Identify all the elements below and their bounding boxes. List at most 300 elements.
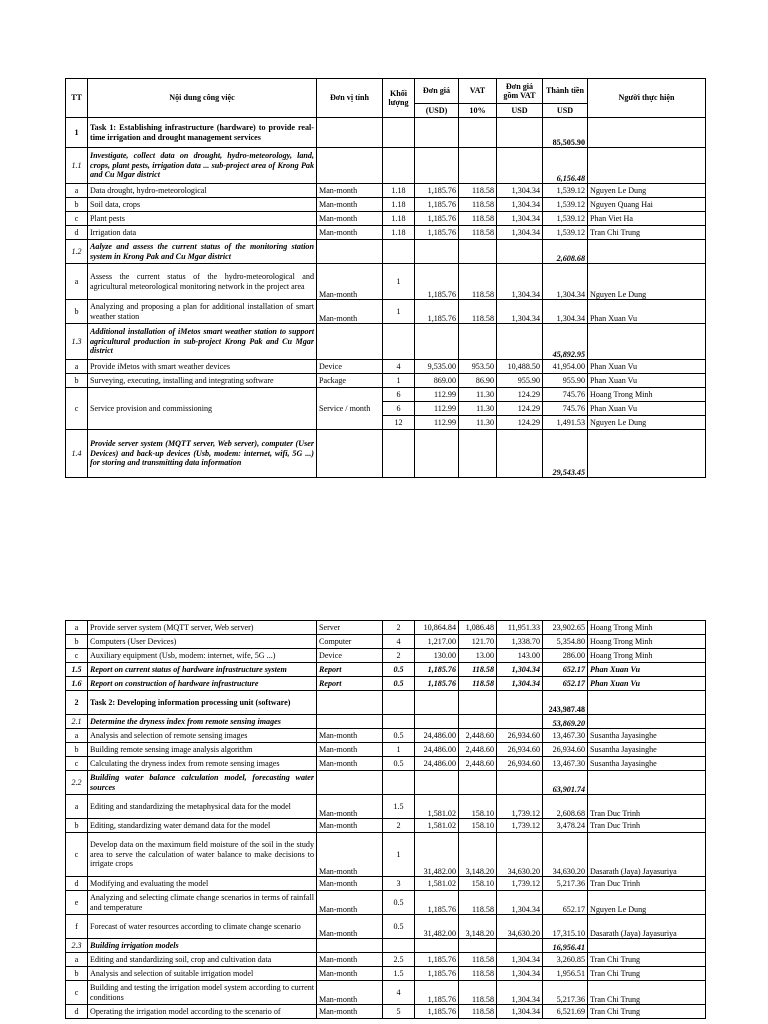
row-total: 243,987.48 — [543, 691, 588, 715]
row-price-vat: 1,304.34 — [497, 198, 543, 212]
row-vat: 118.58 — [459, 663, 497, 677]
row-price-vat: 10,488.50 — [497, 360, 543, 374]
empty-cell — [415, 715, 459, 729]
row-quantity: 0.5 — [383, 663, 415, 677]
row-number: a — [66, 184, 88, 198]
row-quantity: 1 — [383, 264, 415, 300]
section-row — [66, 240, 706, 264]
empty-cell — [459, 691, 497, 715]
empty-cell — [588, 771, 706, 795]
row-content: Service provision and commissioning — [88, 388, 317, 430]
empty-cell — [383, 939, 415, 953]
row-vat: 118.58 — [459, 226, 497, 240]
row-total: 745.76 — [543, 402, 588, 416]
row-content: Computers (User Devices) — [88, 635, 317, 649]
empty-cell — [415, 771, 459, 795]
row-person: Hoang Trong Minh — [588, 621, 706, 635]
row-total: 1,539.12 — [543, 226, 588, 240]
row-number: a — [66, 360, 88, 374]
row-total: 13,467.30 — [543, 729, 588, 743]
row-quantity: 4 — [383, 635, 415, 649]
table-row — [66, 184, 706, 198]
empty-cell — [383, 118, 415, 148]
empty-cell — [459, 715, 497, 729]
row-price-vat: 1,304.34 — [497, 212, 543, 226]
section-row — [66, 324, 706, 360]
row-vat: 158.10 — [459, 795, 497, 819]
row-content: Investigate, collect data on drought, hydro-meteorology, land, crops, plant pests, irrigation data ... sub-project area of Krong Pak and Cu Mgar district — [88, 148, 317, 184]
row-vat: 3,148.20 — [459, 833, 497, 877]
empty-cell — [588, 148, 706, 184]
row-total: 1,304.34 — [543, 264, 588, 300]
row-number: b — [66, 300, 88, 324]
row-content: Analyzing and selecting climate change scenarios in terms of rainfall and temperature — [88, 891, 317, 915]
row-total: 1,539.12 — [543, 212, 588, 226]
row-content: Task 2: Developing information processing unit (software) — [88, 691, 317, 715]
empty-cell — [497, 430, 543, 478]
row-number: b — [66, 635, 88, 649]
row-price: 869.00 — [415, 374, 459, 388]
row-unit: Device — [317, 360, 383, 374]
row-price-vat: 11,951.33 — [497, 621, 543, 635]
row-vat: 2,448.60 — [459, 757, 497, 771]
empty-cell — [415, 939, 459, 953]
row-person: Phan Xuan Vu — [588, 300, 706, 324]
row-quantity: 6 — [383, 402, 415, 416]
row-quantity: 4 — [383, 360, 415, 374]
row-quantity: 6 — [383, 388, 415, 402]
row-unit: Man-month — [317, 184, 383, 198]
row-total: 745.76 — [543, 388, 588, 402]
row-price-vat: 26,934.60 — [497, 743, 543, 757]
row-quantity: 3 — [383, 877, 415, 891]
row-vat: 118.58 — [459, 981, 497, 1005]
row-content: Forecast of water resources according to climate change scenario — [88, 915, 317, 939]
row-unit: Man-month — [317, 212, 383, 226]
row-vat: 3,148.20 — [459, 915, 497, 939]
row-price: 31,482.00 — [415, 833, 459, 877]
table-row — [66, 891, 706, 915]
row-person: Phan Xuan Vu — [588, 374, 706, 388]
row-price-vat: 1,304.34 — [497, 967, 543, 981]
row-quantity: 1 — [383, 833, 415, 877]
row-number: d — [66, 877, 88, 891]
row-unit: Device — [317, 649, 383, 663]
row-price: 1,185.76 — [415, 891, 459, 915]
table-row — [66, 819, 706, 833]
row-unit: Service / month — [317, 388, 383, 430]
empty-cell — [383, 430, 415, 478]
row-unit: Report — [317, 677, 383, 691]
row-price: 112.99 — [415, 402, 459, 416]
row-content: Task 1: Establishing infrastructure (hardware) to provide real-time irrigation and drought management services — [88, 118, 317, 148]
row-total: 2,608.68 — [543, 240, 588, 264]
row-vat: 118.58 — [459, 967, 497, 981]
table-row — [66, 953, 706, 967]
row-person: Susantha Jayasinghe — [588, 757, 706, 771]
row-unit: Man-month — [317, 981, 383, 1005]
row-total: 45,892.95 — [543, 324, 588, 360]
row-price-vat: 34,630.20 — [497, 915, 543, 939]
row-price: 1,185.76 — [415, 184, 459, 198]
row-total: 955.90 — [543, 374, 588, 388]
row-unit: Man-month — [317, 967, 383, 981]
report-row — [66, 677, 706, 691]
row-content: Aalyze and assess the current status of the monitoring station system in Krong Pak and Cu Mgar district — [88, 240, 317, 264]
row-content: Report on current status of hardware infrastructure system — [88, 663, 317, 677]
row-person: Tran Chi Trung — [588, 981, 706, 1005]
row-number: 1.4 — [66, 430, 88, 478]
row-person: Tran Chi Trung — [588, 226, 706, 240]
row-content: Provide iMetos with smart weather devices — [88, 360, 317, 374]
row-number: e — [66, 891, 88, 915]
table-row — [66, 226, 706, 240]
row-price: 130.00 — [415, 649, 459, 663]
row-unit: Man-month — [317, 226, 383, 240]
empty-cell — [317, 118, 383, 148]
row-price: 1,185.76 — [415, 663, 459, 677]
row-quantity: 1 — [383, 300, 415, 324]
row-total: 1,539.12 — [543, 184, 588, 198]
row-price: 1,581.02 — [415, 795, 459, 819]
table-row — [66, 743, 706, 757]
row-number: a — [66, 953, 88, 967]
header-person: Người thực hiện — [588, 79, 706, 118]
empty-cell — [383, 771, 415, 795]
budget-table-page-2 — [65, 620, 706, 1019]
empty-cell — [317, 148, 383, 184]
row-unit: Computer — [317, 635, 383, 649]
row-price-vat: 124.29 — [497, 416, 543, 430]
row-total: 6,156.48 — [543, 148, 588, 184]
row-quantity: 0.5 — [383, 757, 415, 771]
row-unit: Man-month — [317, 953, 383, 967]
row-unit: Man-month — [317, 819, 383, 833]
table-row — [66, 649, 706, 663]
empty-cell — [459, 148, 497, 184]
row-total: 34,630.20 — [543, 833, 588, 877]
row-person: Phan Xuan Vu — [588, 663, 706, 677]
row-content: Provide server system (MQTT server, Web server) — [88, 621, 317, 635]
row-quantity: 1.18 — [383, 212, 415, 226]
row-unit: Man-month — [317, 264, 383, 300]
row-price-vat: 1,304.34 — [497, 300, 543, 324]
row-vat: 118.58 — [459, 891, 497, 915]
row-number: d — [66, 1005, 88, 1019]
row-vat: 11.30 — [459, 416, 497, 430]
row-person: Tran Duc Trinh — [588, 877, 706, 891]
table-row — [66, 757, 706, 771]
empty-cell — [317, 771, 383, 795]
row-price-vat: 1,304.34 — [497, 953, 543, 967]
row-unit: Man-month — [317, 300, 383, 324]
empty-cell — [317, 691, 383, 715]
table-row — [66, 833, 706, 877]
row-number: c — [66, 212, 88, 226]
row-vat: 118.58 — [459, 184, 497, 198]
table-row — [66, 967, 706, 981]
report-row — [66, 663, 706, 677]
row-person: Tran Chi Trung — [588, 1005, 706, 1019]
empty-cell — [497, 324, 543, 360]
row-person: Phan Xuan Vu — [588, 360, 706, 374]
row-total: 1,491.53 — [543, 416, 588, 430]
row-number: c — [66, 757, 88, 771]
row-quantity: 2 — [383, 621, 415, 635]
row-vat: 118.58 — [459, 677, 497, 691]
row-number: b — [66, 743, 88, 757]
empty-cell — [383, 324, 415, 360]
row-number: 2.3 — [66, 939, 88, 953]
header-unit: Đơn vị tính — [317, 79, 383, 118]
row-quantity: 2 — [383, 819, 415, 833]
row-price-vat: 124.29 — [497, 388, 543, 402]
header-price-vat-unit: USD — [497, 104, 543, 118]
row-content: Develop data on the maximum field moisture of the soil in the study area to serve the calculation of water balance to make decisions to irrigate crops — [88, 833, 317, 877]
empty-cell — [588, 430, 706, 478]
row-person: Hoang Trong Minh — [588, 649, 706, 663]
row-price: 1,185.76 — [415, 212, 459, 226]
row-vat: 158.10 — [459, 819, 497, 833]
row-vat: 86.90 — [459, 374, 497, 388]
row-price-vat: 34,630.20 — [497, 833, 543, 877]
row-person: Nguyen Le Dung — [588, 184, 706, 198]
section-row — [66, 771, 706, 795]
empty-cell — [588, 240, 706, 264]
empty-cell — [415, 324, 459, 360]
row-number: 2 — [66, 691, 88, 715]
row-person: Tran Duc Trinh — [588, 795, 706, 819]
row-price-vat: 1,304.34 — [497, 1005, 543, 1019]
row-quantity: 1.18 — [383, 198, 415, 212]
row-content: Editing and standardizing soil, crop and cultivation data — [88, 953, 317, 967]
row-number: c — [66, 981, 88, 1005]
row-person: Tran Duc Trinh — [588, 819, 706, 833]
row-quantity: 2 — [383, 649, 415, 663]
empty-cell — [317, 430, 383, 478]
row-content: Soil data, crops — [88, 198, 317, 212]
row-unit: Man-month — [317, 729, 383, 743]
row-price: 1,185.76 — [415, 226, 459, 240]
row-price: 1,185.76 — [415, 264, 459, 300]
row-content: Plant pests — [88, 212, 317, 226]
table-row — [66, 981, 706, 1005]
empty-cell — [459, 240, 497, 264]
empty-cell — [497, 148, 543, 184]
row-price-vat: 1,739.12 — [497, 819, 543, 833]
row-price-vat: 143.00 — [497, 649, 543, 663]
row-quantity: 12 — [383, 416, 415, 430]
row-price: 1,581.02 — [415, 877, 459, 891]
row-content: Editing and standardizing the metaphysical data for the model — [88, 795, 317, 819]
row-price: 24,486.00 — [415, 757, 459, 771]
row-quantity: 4 — [383, 981, 415, 1005]
row-price-vat: 26,934.60 — [497, 757, 543, 771]
row-price: 1,581.02 — [415, 819, 459, 833]
row-content: Determine the dryness index from remote sensing images — [88, 715, 317, 729]
header-total-unit: USD — [543, 104, 588, 118]
row-quantity: 0.5 — [383, 729, 415, 743]
row-price-vat: 955.90 — [497, 374, 543, 388]
row-content: Provide server system (MQTT server, Web server), computer (User Devices) and back-up devices (Usb, modem: internet, wifi, 5G ...) for storing and transmitting data information — [88, 430, 317, 478]
table-row — [66, 360, 706, 374]
row-unit: Man-month — [317, 198, 383, 212]
empty-cell — [317, 715, 383, 729]
section-row — [66, 939, 706, 953]
empty-cell — [497, 118, 543, 148]
row-vat: 118.58 — [459, 953, 497, 967]
row-person: Dasarath (Jaya) Jayasuriya — [588, 833, 706, 877]
empty-cell — [383, 240, 415, 264]
row-total: 17,315.10 — [543, 915, 588, 939]
row-price-vat: 1,304.34 — [497, 981, 543, 1005]
table-row — [66, 635, 706, 649]
row-person: Nguyen Quang Hai — [588, 198, 706, 212]
row-person: Phan Xuan Vu — [588, 677, 706, 691]
row-price-vat: 1,338.70 — [497, 635, 543, 649]
row-unit: Man-month — [317, 743, 383, 757]
empty-cell — [588, 715, 706, 729]
row-unit: Man-month — [317, 891, 383, 915]
table-row — [66, 877, 706, 891]
empty-cell — [497, 771, 543, 795]
table-row — [66, 374, 706, 388]
empty-cell — [497, 240, 543, 264]
row-content: Calculating the dryness index from remote sensing images — [88, 757, 317, 771]
row-quantity: 1.18 — [383, 184, 415, 198]
row-unit: Server — [317, 621, 383, 635]
row-total: 26,934.60 — [543, 743, 588, 757]
budget-table-page-1 — [65, 78, 706, 478]
row-person: Susantha Jayasinghe — [588, 729, 706, 743]
empty-cell — [383, 691, 415, 715]
empty-cell — [415, 430, 459, 478]
row-person: Hoang Trong Minh — [588, 388, 706, 402]
row-content: Modifying and evaluating the model — [88, 877, 317, 891]
row-total: 652.17 — [543, 891, 588, 915]
row-content: Additional installation of iMetos smart weather station to support agricultural production in sub-project Krong Pak and Cu Mgar district — [88, 324, 317, 360]
row-vat: 11.30 — [459, 402, 497, 416]
row-price: 1,217.00 — [415, 635, 459, 649]
row-person: Nguyen Le Dung — [588, 264, 706, 300]
empty-cell — [415, 240, 459, 264]
row-quantity: 0.5 — [383, 891, 415, 915]
row-number: d — [66, 226, 88, 240]
row-number: 1 — [66, 118, 88, 148]
empty-cell — [459, 430, 497, 478]
row-total: 652.17 — [543, 677, 588, 691]
row-price-vat: 1,304.34 — [497, 264, 543, 300]
row-price-vat: 26,934.60 — [497, 729, 543, 743]
row-content: Report on construction of hardware infrastructure — [88, 677, 317, 691]
row-number: 1.3 — [66, 324, 88, 360]
empty-cell — [459, 939, 497, 953]
row-content: Building irrigation models — [88, 939, 317, 953]
header-quantity: Khối lượng — [383, 79, 415, 118]
row-total: 3,260.85 — [543, 953, 588, 967]
row-price: 112.99 — [415, 416, 459, 430]
row-content: Auxiliary equipment (Usb, modem: internet, wife, 5G ...) — [88, 649, 317, 663]
row-total: 5,217.36 — [543, 877, 588, 891]
table-row — [66, 300, 706, 324]
row-total: 6,521.69 — [543, 1005, 588, 1019]
row-vat: 118.58 — [459, 300, 497, 324]
row-person: Tran Chi Trung — [588, 967, 706, 981]
row-content: Analysis and selection of suitable irrigation model — [88, 967, 317, 981]
row-number: b — [66, 967, 88, 981]
row-number: b — [66, 374, 88, 388]
row-unit: Package — [317, 374, 383, 388]
row-unit: Man-month — [317, 795, 383, 819]
row-vat: 121.70 — [459, 635, 497, 649]
table-row — [66, 198, 706, 212]
row-number: c — [66, 388, 88, 430]
row-vat: 118.58 — [459, 1005, 497, 1019]
row-total: 5,354.80 — [543, 635, 588, 649]
empty-cell — [497, 691, 543, 715]
header-content: Nội dung công việc — [88, 79, 317, 118]
row-total: 5,217.36 — [543, 981, 588, 1005]
row-content: Data drought, hydro-meteorological — [88, 184, 317, 198]
row-total: 13,467.30 — [543, 757, 588, 771]
row-vat: 953.50 — [459, 360, 497, 374]
row-number: 1.6 — [66, 677, 88, 691]
row-number: a — [66, 264, 88, 300]
empty-cell — [415, 118, 459, 148]
empty-cell — [588, 691, 706, 715]
row-number: 1.2 — [66, 240, 88, 264]
row-person: Nguyen Le Dung — [588, 416, 706, 430]
row-content: Building remote sensing image analysis algorithm — [88, 743, 317, 757]
row-price: 112.99 — [415, 388, 459, 402]
empty-cell — [317, 939, 383, 953]
table-row — [66, 1005, 706, 1019]
row-quantity: 5 — [383, 1005, 415, 1019]
row-total: 286.00 — [543, 649, 588, 663]
row-price-vat: 1,304.34 — [497, 891, 543, 915]
empty-cell — [588, 939, 706, 953]
row-price: 10,864.84 — [415, 621, 459, 635]
row-price: 1,185.76 — [415, 981, 459, 1005]
row-price: 1,185.76 — [415, 1005, 459, 1019]
row-vat: 1,086.48 — [459, 621, 497, 635]
row-vat: 118.58 — [459, 264, 497, 300]
empty-cell — [383, 148, 415, 184]
row-total: 63,901.74 — [543, 771, 588, 795]
section-row — [66, 715, 706, 729]
service-row — [66, 388, 706, 402]
row-total: 1,956.51 — [543, 967, 588, 981]
row-number: 2.2 — [66, 771, 88, 795]
row-total: 85,505.90 — [543, 118, 588, 148]
row-total: 1,304.34 — [543, 300, 588, 324]
section-row — [66, 430, 706, 478]
row-content: Building water balance calculation model, forecasting water sources — [88, 771, 317, 795]
row-price-vat: 1,739.12 — [497, 877, 543, 891]
row-total: 1,539.12 — [543, 198, 588, 212]
header-price-vat: Đơn giá gồm VAT — [497, 79, 543, 104]
row-quantity: 1.5 — [383, 795, 415, 819]
empty-cell — [317, 240, 383, 264]
empty-cell — [459, 324, 497, 360]
row-number: 1.5 — [66, 663, 88, 677]
row-content: Analysis and selection of remote sensing images — [88, 729, 317, 743]
section-row — [66, 148, 706, 184]
empty-cell — [588, 118, 706, 148]
row-person: Hoang Trong Minh — [588, 635, 706, 649]
row-total: 652.17 — [543, 663, 588, 677]
row-quantity: 0.5 — [383, 677, 415, 691]
